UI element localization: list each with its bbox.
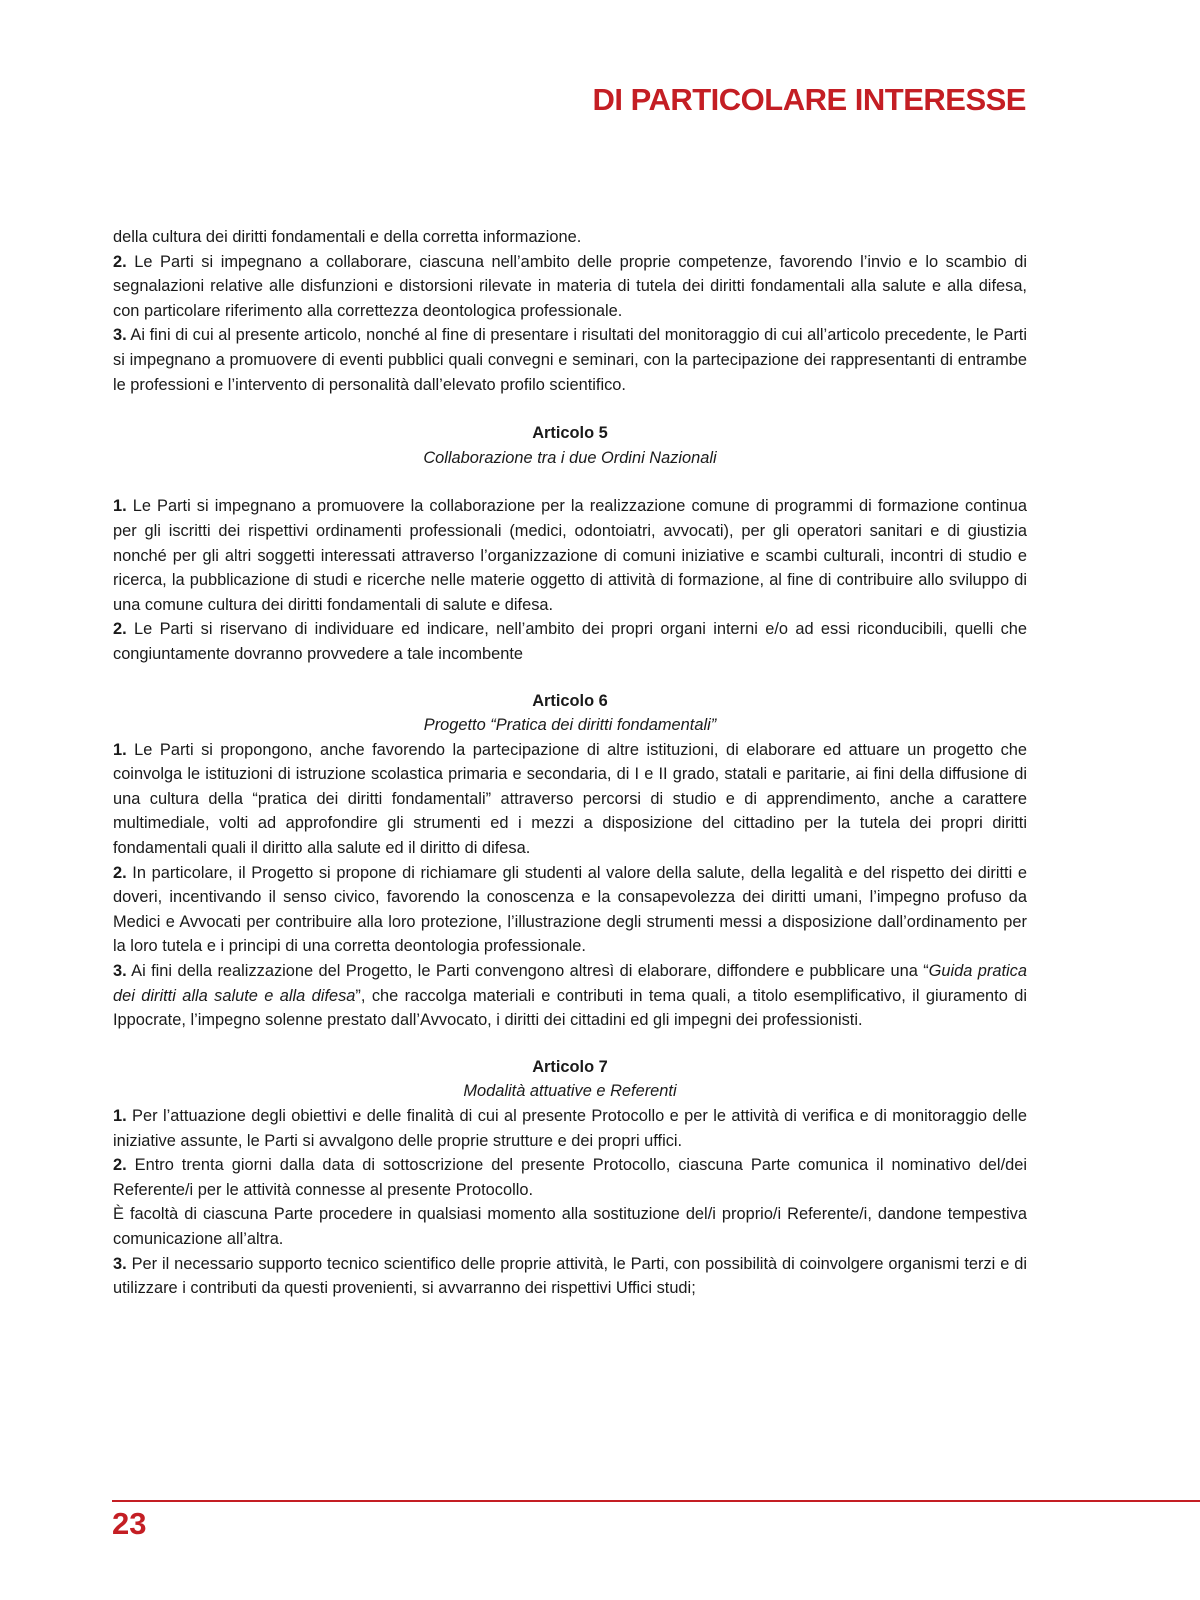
paragraph-number: 2.: [113, 863, 127, 882]
footer-rule: [112, 1500, 1200, 1502]
article4-paragraph-3: [113, 323, 1027, 397]
paragraph-text: Le Parti si impegnano a promuovere la collaborazione per la realizzazione comune di programmi di formazione continua per gli iscritti dei rispettivi ordinamenti professionali (medici, odontoiatri, avvocati), per gli operatori sanitari e di giustizia nonché per gli altri soggetti interessati attraverso l’organizzazione di comuni iniziative e scambi culturali, incontri di studio e ricerca, la pubblicazione di studi e ricerche nelle materie oggetto di attività di formazione, al fine di contribuire allo sviluppo di una comune cultura dei diritti fondamentali di salute e difesa.: [113, 497, 1027, 614]
paragraph-text: Le Parti si riservano di individuare ed indicare, nell’ambito dei propri organi interni e/o ad essi riconducibili, quelli che congiuntamente dovranno provvedere a tale incombente: [113, 620, 1027, 663]
intro-line: della cultura dei diritti fondamentali e della corretta informazione.: [113, 228, 582, 246]
article7-paragraph-2: [113, 1153, 1027, 1202]
paragraph-text: Le Parti si propongono, anche favorendo la partecipazione di altre istituzioni, di elaborare ed attuare un progetto che coinvolga le istituzioni di istruzione scolastica primaria e secondaria, di I e II grado, statali e paritarie, ai fini della diffusione di una cultura della “pratica dei diritti fondamentali” attraverso percorsi di studio e di apprendimento, anche a carattere multimediale, volti ad approfondire gli strumenti ed i mezzi a disposizione del cittadino per la tutela dei propri diritti fondamentali quali il diritto alla salute ed il diritto di difesa.: [113, 740, 1027, 858]
article6-subtitle: Progetto “Pratica dei diritti fondamentali”: [423, 716, 717, 735]
article6-paragraph-2: [113, 861, 1027, 959]
article6-paragraph-3: [113, 959, 1027, 1033]
guide-title-italic: Guida pratica dei diritti alla salute e alla difesa: [113, 962, 1027, 1005]
article7-paragraph-3: [113, 1252, 1027, 1301]
paragraph-number: 1.: [113, 740, 127, 759]
spacer: [113, 1033, 1027, 1055]
article5-paragraph-2: [113, 617, 1027, 666]
article5-subtitle: Collaborazione tra i due Ordini Nazionali: [423, 448, 717, 467]
article4-paragraph-2: [113, 250, 1027, 324]
paragraph-number: 1.: [113, 1107, 127, 1125]
paragraph-number: 2.: [113, 1156, 127, 1175]
article6-paragraph-1: [113, 738, 1027, 861]
article5-paragraph-1: [113, 494, 1027, 617]
document-body: [113, 225, 1027, 1301]
article7-subtitle: Modalità attuative e Referenti: [463, 1082, 677, 1101]
paragraph-text: Entro trenta giorni dalla data di sottoscrizione del presente Protocollo, ciascuna Parte comunica il nominativo del/dei Referente/i per le attività connesse al presente Protocollo.: [113, 1156, 1027, 1199]
article7-paragraph-1: [113, 1104, 1027, 1153]
paragraph-number: 2.: [113, 252, 127, 271]
article7-title: Articolo 7: [532, 1057, 608, 1076]
paragraph-number: 1.: [113, 497, 127, 516]
paragraph-number: 3.: [113, 326, 127, 345]
article5-title: Articolo 5: [532, 424, 608, 443]
spacer: [113, 397, 1027, 421]
article7-paragraph-2b: È facoltà di ciascuna Parte procedere in qualsiasi momento alla sostituzione del/i proprio/i Referente/i, dandone tempestiva comunicazione all’altra.: [113, 1205, 1027, 1248]
paragraph-text: Per l’attuazione degli obiettivi e delle finalità di cui al presente Protocollo e per le attività di verifica e di monitoraggio delle iniziative assunte, le Parti si avvalgono delle proprie strutture e dei propri uffici.: [113, 1107, 1027, 1150]
page-number: 23: [112, 1506, 147, 1541]
paragraph-number: 3.: [113, 1254, 127, 1273]
section-header: DI PARTICOLARE INTERESSE: [592, 82, 1026, 117]
paragraph-number: 3.: [113, 962, 127, 981]
paragraph-text: Le Parti si impegnano a collaborare, ciascuna nell’ambito delle proprie competenze, favorendo l’invio e lo scambio di segnalazioni relative alle disfunzioni e distorsioni rilevate in materia di tutela dei diritti fondamentali alla salute e alla difesa, con particolare riferimento alla correttezza deontologica professionale.: [113, 252, 1027, 320]
paragraph-text: Ai fini di cui al presente articolo, nonché al fine di presentare i risultati del monitoraggio di cui all’articolo precedente, le Parti si impegnano a promuovere di eventi pubblici quali convegni e seminari, con la partecipazione dei rappresentanti di entrambe le professioni e l’intervento di personalità dall’elevato profilo scientifico.: [113, 326, 1027, 394]
paragraph-text: In particolare, il Progetto si propone di richiamare gli studenti al valore della salute, della legalità e del rispetto dei diritti e doveri, incentivando il senso civico, favorendo la conoscenza e la consapevolezza dei diritti umani, l’impegno profuso da Medici e Avvocati per contribuire alla loro protezione, l’illustrazione degli strumenti messi a disposizione dall’ordinamento per la loro tutela e i principi di una corretta deontologia professionale.: [113, 863, 1027, 956]
spacer: [113, 470, 1027, 494]
paragraph-number: 2.: [113, 620, 127, 639]
article6-title: Articolo 6: [532, 691, 608, 710]
spacer: [113, 667, 1027, 689]
paragraph-text: ”, che raccolga materiali e contributi in tema quali, a titolo esemplificativo, il giuramento di Ippocrate, l’impegno solenne prestato dall’Avvocato, i diritti dei cittadini ed gli impegni dei professionisti.: [113, 986, 1027, 1030]
paragraph-text: Ai fini della realizzazione del Progetto, le Parti convengono altresì di elaborare, diffondere e pubblicare una “: [126, 962, 929, 981]
paragraph-text: Per il necessario supporto tecnico scientifico delle proprie attività, le Parti, con possibilità di coinvolgere organismi terzi e di utilizzare i contributi da questi provenienti, si avvarranno dei rispettivi Uffici studi;: [113, 1254, 1027, 1298]
